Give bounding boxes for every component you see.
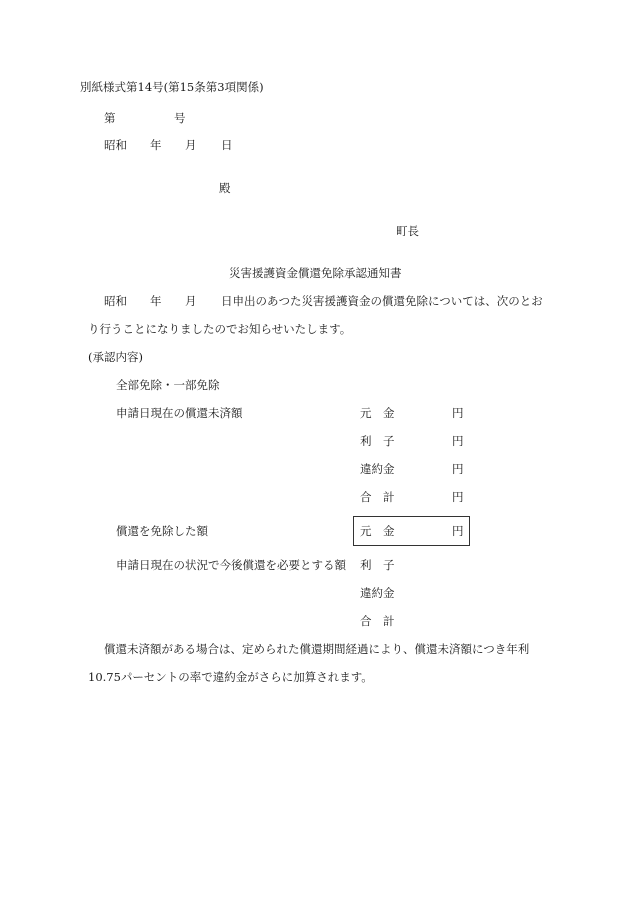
date-month: 月 [185, 138, 197, 152]
approval-section-label: (承認内容) [88, 350, 143, 364]
intro-month: 月 [185, 294, 197, 308]
unpaid-penalty-unit: 円 [452, 462, 464, 476]
future-interest-label: 利 子 [360, 558, 395, 572]
future-total-label: 合 計 [360, 614, 395, 628]
unpaid-principal-unit: 円 [452, 406, 464, 420]
unpaid-label: 申請日現在の償還未済額 [116, 406, 243, 420]
intro-day-text: 日申出のあつた災害援護資金の償還免除については、次のとお [221, 294, 543, 308]
unpaid-total-unit: 円 [452, 490, 464, 504]
reference-number-suffix: 号 [174, 111, 186, 125]
reference-number-prefix: 第 [104, 111, 116, 125]
unpaid-penalty-label: 違約金 [360, 462, 395, 476]
date-day: 日 [221, 138, 233, 152]
date-year: 年 [150, 138, 162, 152]
footer-note-line1: 償還未済額がある場合は、定められた償還期間経過により、償還未済額につき年利 [104, 642, 530, 656]
form-number: 別紙様式第14号(第15条第3項関係) [80, 80, 264, 94]
future-label: 申請日現在の状況で今後償還を必要とする額 [116, 558, 346, 572]
unpaid-total-label: 合 計 [360, 490, 395, 504]
footer-note-line2: 10.75パーセントの率で違約金がさらに加算されます。 [88, 670, 373, 684]
unpaid-interest-unit: 円 [452, 434, 464, 448]
exemption-type: 全部免除・一部免除 [116, 378, 220, 392]
exempted-label: 償還を免除した額 [116, 524, 208, 538]
date-era: 昭和 [104, 138, 127, 152]
intro-line2: り行うことになりましたのでお知らせいたします。 [88, 322, 352, 336]
future-penalty-label: 違約金 [360, 586, 395, 600]
unpaid-interest-label: 利 子 [360, 434, 395, 448]
unpaid-principal-label: 元 金 [360, 406, 395, 420]
document-title: 災害援護資金償還免除承認通知書 [229, 266, 402, 280]
exempted-principal-unit: 円 [452, 524, 464, 538]
recipient-honorific: 殿 [219, 181, 231, 195]
exempted-principal-label: 元 金 [360, 524, 395, 538]
sender-title: 町長 [396, 224, 419, 238]
intro-year: 年 [150, 294, 162, 308]
intro-era: 昭和 [104, 294, 127, 308]
